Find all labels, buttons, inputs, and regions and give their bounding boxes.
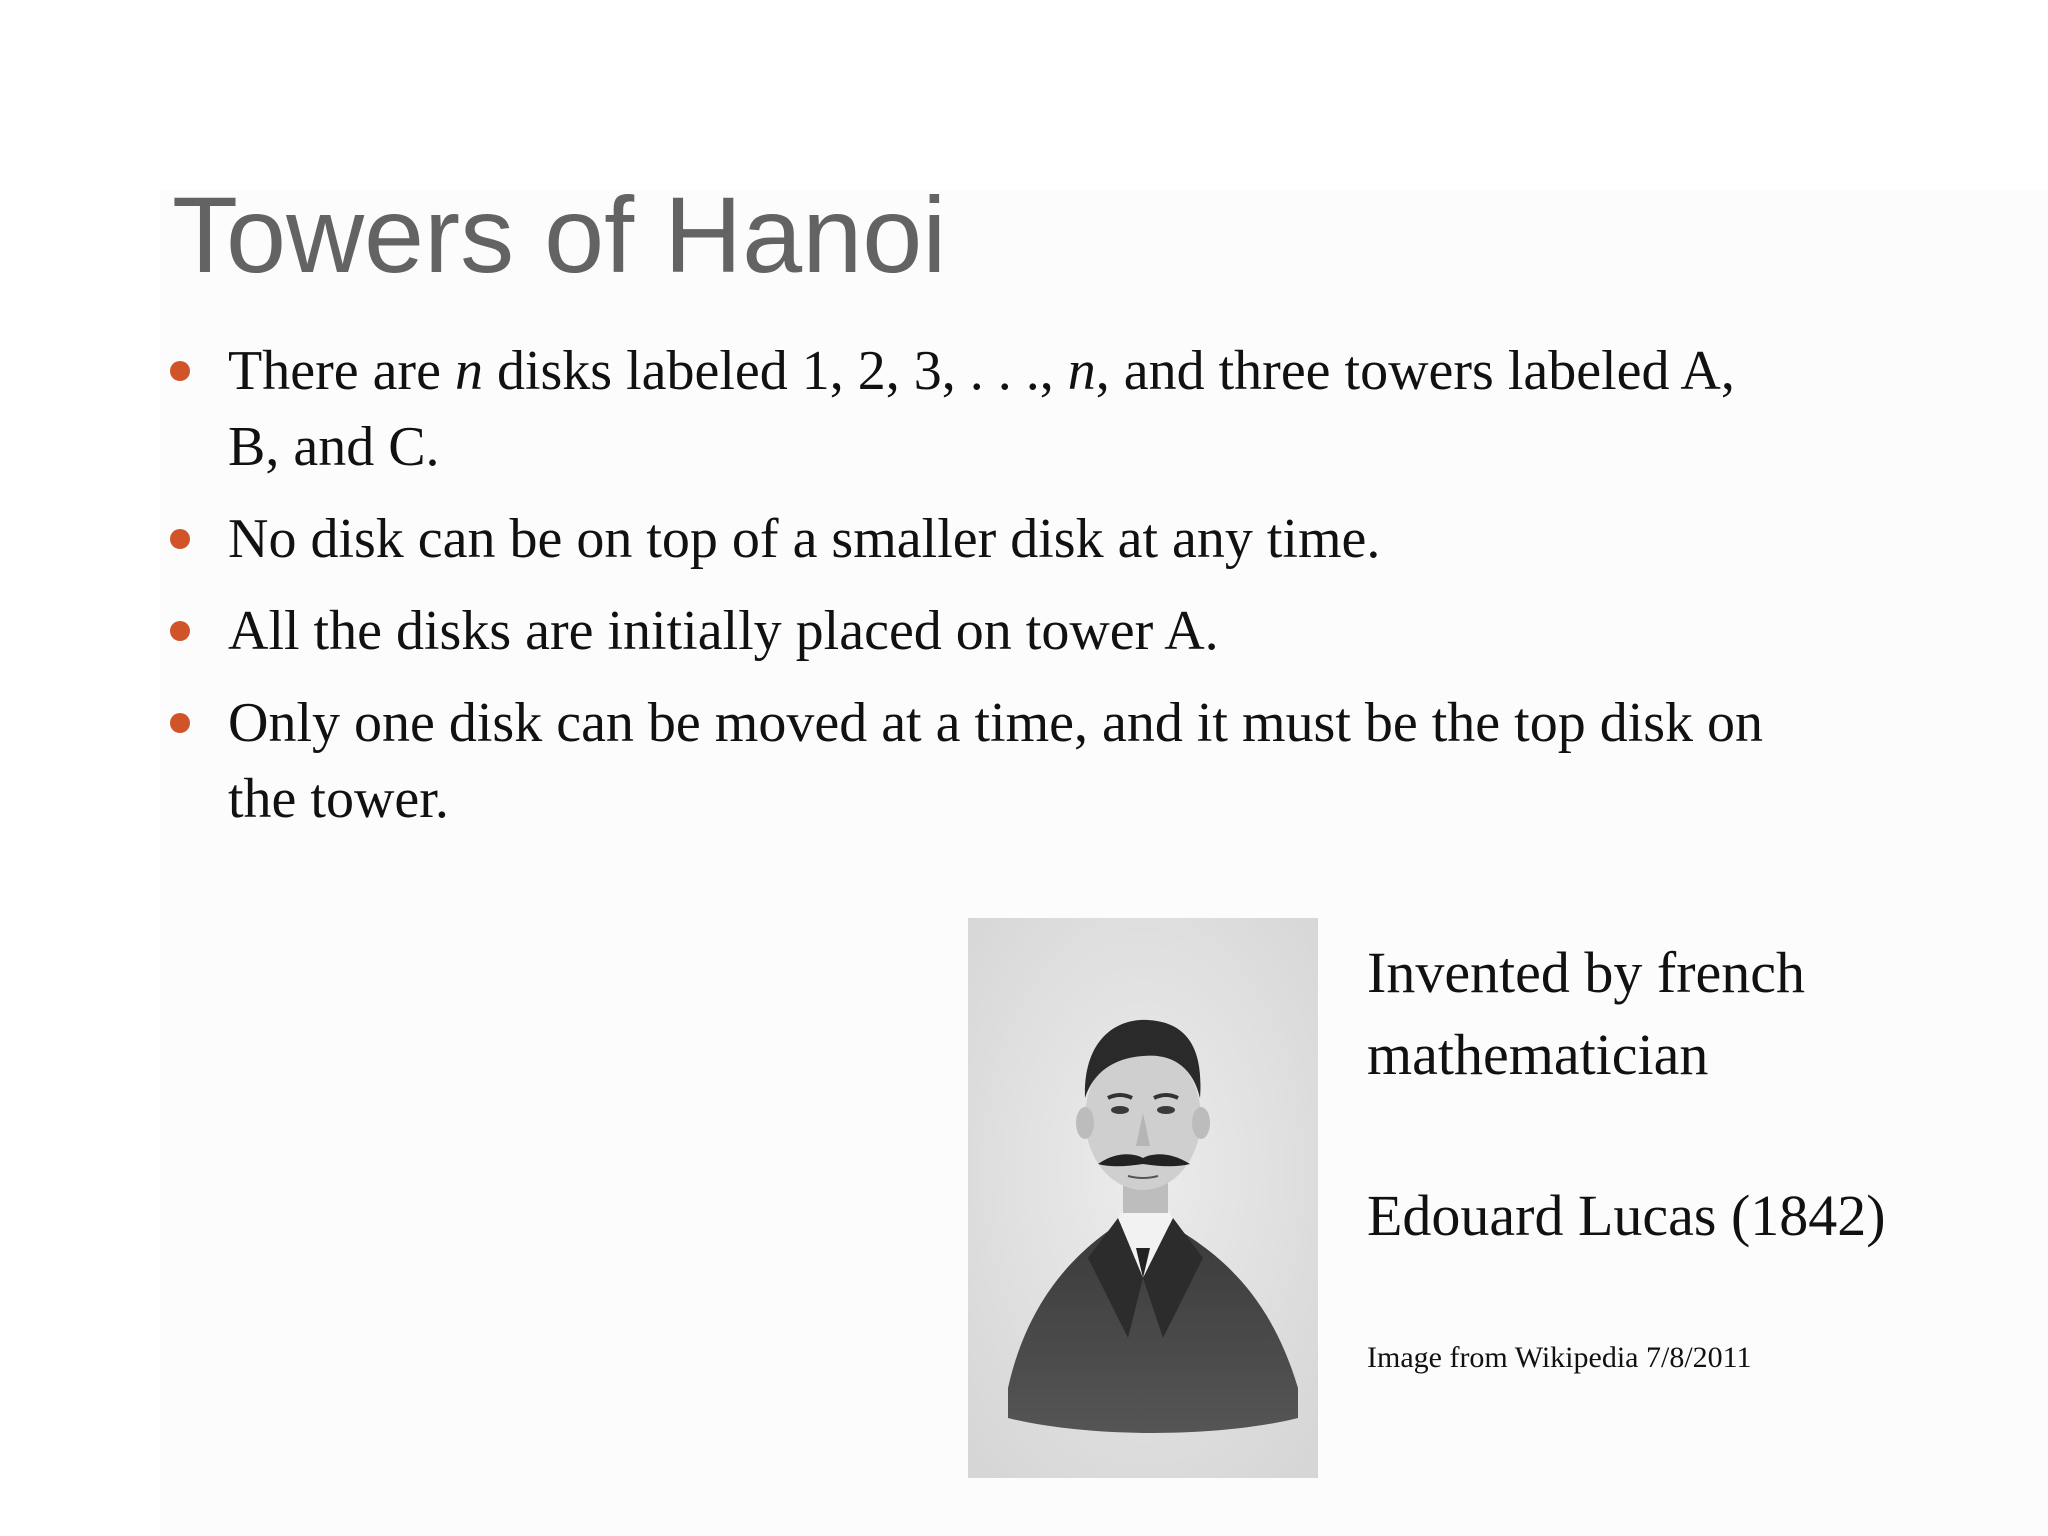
bullet-item: No disk can be on top of a smaller disk at any time. bbox=[228, 501, 1788, 577]
italic-variable: n bbox=[454, 340, 483, 402]
italic-variable: n bbox=[1067, 340, 1096, 402]
portrait-illustration-icon bbox=[968, 918, 1318, 1478]
bullet-dot-icon bbox=[170, 361, 190, 381]
bullet-dot-icon bbox=[170, 621, 190, 641]
bullet-dot-icon bbox=[170, 529, 190, 549]
portrait-photo bbox=[968, 918, 1318, 1478]
inventor-name: Edouard Lucas (1842) bbox=[1367, 1183, 1886, 1248]
image-credit: Image from Wikipedia 7/8/2011 bbox=[1367, 1341, 1752, 1374]
bullet-item: There are n disks labeled 1, 2, 3, . . ., n, and three towers labeled A, B, and C. bbox=[228, 333, 1788, 485]
bullet-dot-icon bbox=[170, 713, 190, 733]
bullet-item: Only one disk can be moved at a time, and it must be the top disk on the tower. bbox=[228, 685, 1788, 837]
bullet-list bbox=[228, 333, 1788, 853]
bullet-item: All the disks are initially placed on tower A. bbox=[228, 593, 1788, 669]
invented-by-text: Invented by french mathematician bbox=[1367, 940, 1806, 1087]
slide-title: Towers of Hanoi bbox=[172, 174, 947, 295]
